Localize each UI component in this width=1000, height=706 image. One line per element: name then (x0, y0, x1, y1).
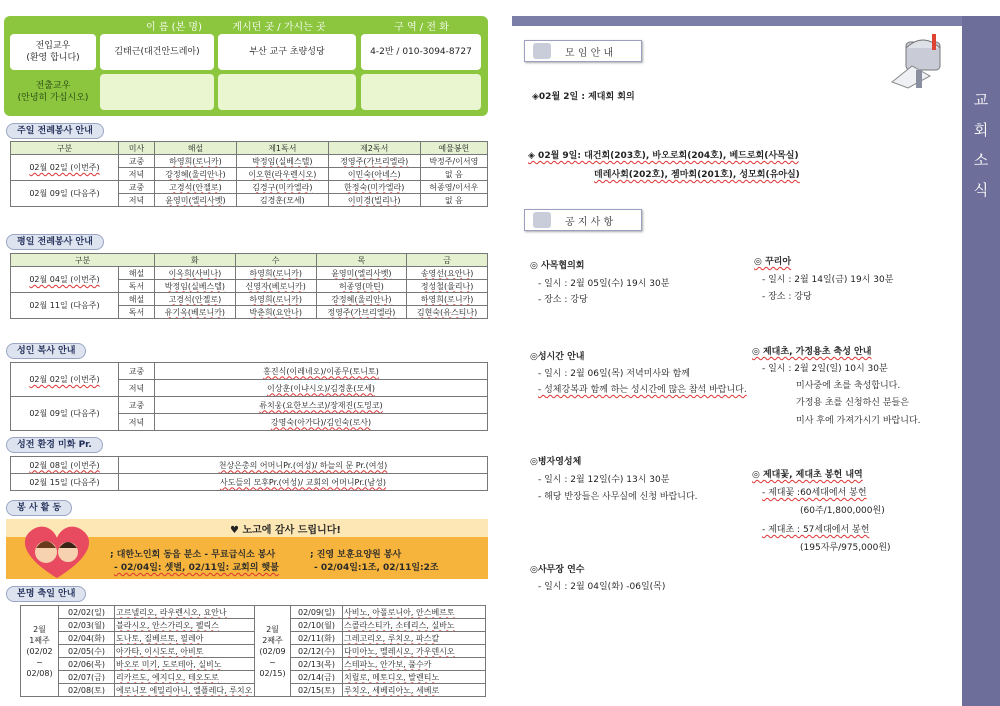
environment-table (10, 456, 488, 491)
notice-line: (60주/1,800,000원) (800, 506, 885, 516)
transfer-out-label: 전출교우 (안녕히 가십시오) (17, 81, 89, 103)
cell: 천상은총의 어머니Pr.(여성)/ 하늘의 문 Pr.(여성) (119, 457, 488, 474)
service-item-detail: - 02/04일:1조, 02/11일:2조 (314, 563, 439, 573)
cell: 고경석(안젤로) (155, 181, 237, 194)
date-cell: 02/15(토) (291, 684, 343, 697)
notice-line: - 해당 반장들은 사무실에 신청 바랍니다. (538, 492, 698, 502)
table-row (11, 397, 488, 414)
cell: 정영주(가브리엘라) (316, 306, 407, 319)
table-row (21, 658, 486, 671)
transfer-in-place: 부산 교구 초량성당 (218, 34, 356, 70)
notice-icon (533, 212, 551, 228)
cell: 한정숙(미카엘라) (328, 181, 420, 194)
date-cell: 02/11(화) (291, 632, 343, 645)
right-header-bar (512, 16, 1000, 26)
date-cell: 02/14(금) (291, 671, 343, 684)
reg-header-place: 게시던 곳 / 가시는 곳 (232, 22, 326, 33)
transfer-in-area: 4-2반 / 010-3094-8727 (361, 34, 481, 70)
table-row (11, 363, 488, 380)
registration-box (4, 16, 488, 116)
family-illustration-icon (14, 518, 100, 584)
role-cell: 해설 (119, 267, 155, 280)
service-title: 봉 사 활 동 (6, 500, 72, 516)
cell: 유기옥(베로니카) (155, 306, 236, 319)
col-header: 미사 (119, 142, 155, 155)
col-header: 목 (316, 254, 407, 267)
transfer-in-label: 전입교우 (환영 합니다) (10, 34, 96, 70)
service-item-name: ; 진영 보훈요양원 봉사 (310, 550, 402, 560)
feast-table (20, 605, 486, 697)
notice-line: 미사 후에 가져가시기 바랍니다. (796, 416, 921, 426)
cell: 하영희(로니카) (407, 293, 488, 306)
saint-cell: 리카르도, 에지디오, 테오도로 (115, 671, 255, 684)
notice-line: (195자루/975,000원) (800, 543, 891, 553)
table-row (21, 606, 486, 619)
saint-cell: 루치오, 세베리아노, 세베로 (343, 684, 486, 697)
date-cell: 02/08(토) (59, 684, 115, 697)
notice-line: - 일시 : 2월 14일(금) 19시 30분 (762, 275, 894, 285)
cell: 이상훈(이냐시오)/김경훈(모세) (155, 380, 488, 397)
notice-line: - 일시 : 2월 04일(화) -06일(목) (538, 582, 666, 592)
cell: 윤영미(엘리사벳) (316, 267, 407, 280)
saint-cell: 스콜라스티카, 소테리스, 실바노 (343, 619, 486, 632)
mass-cell: 저녁 (119, 194, 155, 207)
notice-line: - 일시 : 2월 2일(일) 10시 30분 (762, 364, 888, 374)
mass-cell: 저녁 (119, 414, 155, 431)
adult-server-table (10, 362, 488, 431)
col-header: 예물봉헌 (420, 142, 487, 155)
notice-line: - 일시 : 2월 05일(수) 19시 30분 (538, 279, 670, 289)
saint-cell: 아가타, 이시도로, 아비토 (115, 645, 255, 658)
cell: 하영희(로니카) (155, 155, 237, 168)
cell: 이옥희(사비나) (155, 267, 236, 280)
col-header: 수 (235, 254, 316, 267)
notice-line: - 제대초 : 57세대에서 봉헌 (762, 525, 870, 535)
cell: 김경구(미카엘라) (236, 181, 328, 194)
cell: 김경훈(모세) (236, 194, 328, 207)
notice-line: 미사중에 초를 축성합니다. (796, 381, 901, 391)
notice-heading: ◎병자영성체 (530, 457, 582, 467)
notice-line: - 제대꽃 :60세대에서 봉헌 (762, 488, 867, 498)
table-row (11, 181, 488, 194)
notice-line: - 일시 : 2월 12일(수) 13시 30분 (538, 475, 670, 485)
weekday-service-table (10, 253, 488, 319)
cell: 고경석(안젤로) (155, 293, 236, 306)
transfer-out-name (100, 74, 214, 110)
table-row (11, 457, 488, 474)
table-row (11, 293, 488, 306)
cell: 박춘희(요안나) (235, 306, 316, 319)
col-header: 해설 (155, 142, 237, 155)
transfer-in-name: 김태근(대건안드레아) (100, 34, 214, 70)
transfer-out-area (361, 74, 481, 110)
cell: 박정주/이서영 (420, 155, 487, 168)
col-header: 제2독서 (328, 142, 420, 155)
notice-line: - 장소 : 강당 (762, 292, 812, 302)
notice-heading: ◎ 제대꽃, 제대초 봉헌 내역 (752, 470, 863, 480)
date-cell: 02월 15일 (다음주) (11, 474, 119, 491)
role-cell: 독서 (119, 306, 155, 319)
date-cell: 02/07(금) (59, 671, 115, 684)
notice-line: - 장소 : 강당 (538, 295, 588, 305)
mass-cell: 저녁 (119, 168, 155, 181)
feast-title: 본명 축일 안내 (6, 586, 86, 602)
col-header: 화 (155, 254, 236, 267)
table-row (11, 474, 488, 491)
notice-heading: ◎ 사목협의회 (530, 261, 585, 271)
mass-cell: 저녁 (119, 380, 155, 397)
meeting-line: ◈02월 2일 : 제대회 회의 (532, 92, 635, 102)
mass-cell: 교중 (119, 155, 155, 168)
cell: 홍진식(이레네오)/이종무(토니토) (155, 363, 488, 380)
cell: 이민숙(아녜스) (328, 168, 420, 181)
cell: 강정혜(울리안나) (155, 168, 237, 181)
cell: 정영주(가브리엘라) (328, 155, 420, 168)
role-cell: 독서 (119, 280, 155, 293)
service-item-name: ; 대한노인회 동읍 분소 - 무료급식소 봉사 (110, 550, 276, 560)
date-cell: 02월 02일 (이번주) (11, 155, 119, 181)
date-cell: 02/10(월) (291, 619, 343, 632)
saint-cell: 에로니모 에밀리아니, 엘플레다, 루치오 (115, 684, 255, 697)
date-cell: 02월 11일 (다음주) (11, 293, 119, 319)
date-cell: 02/06(목) (59, 658, 115, 671)
transfer-out-place (218, 74, 356, 110)
adult-server-title: 성인 복사 안내 (6, 343, 86, 359)
meeting-line: 데레사회(202호), 젬마회(201호), 성모회(유아실) (594, 170, 800, 180)
saint-cell: 그레고리오, 루치오, 파스칼 (343, 632, 486, 645)
sunday-service-title: 주일 전례봉사 안내 (6, 123, 104, 139)
mailbox-icon (886, 30, 950, 90)
date-cell: 02/12(수) (291, 645, 343, 658)
date-cell: 02/13(목) (291, 658, 343, 671)
notice-title-pill (524, 209, 642, 231)
side-title: 교 회 소 식 (973, 91, 989, 199)
cell: 허종영/이서우 (420, 181, 487, 194)
date-cell: 02월 08일 (이번주) (11, 457, 119, 474)
col-header: 구분 (11, 142, 119, 155)
meeting-line: ◈ 02월 9일: 대건회(203호), 바오로회(204호), 베드로회(사목실) (528, 151, 799, 161)
notice-heading: ◎사무장 연수 (530, 565, 585, 575)
notice-line: 가정용 초를 신청하신 분들은 (796, 398, 909, 408)
mass-cell: 교중 (119, 363, 155, 380)
date-cell: 02/03(월) (59, 619, 115, 632)
col-header: 구분 (11, 254, 155, 267)
cell: 없 음 (420, 168, 487, 181)
service-item-detail: - 02/04일: 셋별, 02/11일: 교회의 햇불 (114, 563, 279, 573)
service-thanks: ♥ 노고에 감사 드립니다! (230, 525, 341, 536)
notice-line: - 성체강복과 함께 하는 성시간에 많은 참석 바랍니다. (538, 385, 747, 395)
cell: 허종영(마틴) (316, 280, 407, 293)
saint-cell: 고르넬리오, 라우렌시오, 요안나 (115, 606, 255, 619)
reg-header-area: 구 역 / 전 화 (394, 22, 449, 33)
table-row (11, 155, 488, 168)
date-cell: 02월 04일 (이번주) (11, 267, 119, 293)
saint-cell: 스테파노, 안가보, 풀수카 (343, 658, 486, 671)
col-header: 금 (407, 254, 488, 267)
cell: 류치웅(요한보스코)/장재진(도밍코) (155, 397, 488, 414)
cell: 정성철(율리나) (407, 280, 488, 293)
table-row (21, 671, 486, 684)
reg-header-name: 이 름 (본 명) (146, 22, 202, 33)
saint-cell: 치릴로, 메토디오, 발렌티노 (343, 671, 486, 684)
cell: 강명숙(아가다)/김인숙(로사) (155, 414, 488, 431)
col-header: 제1독서 (236, 142, 328, 155)
saint-cell: 사비노, 아폴로니아, 안스베르토 (343, 606, 486, 619)
cell: 이오현(라우렌시오) (236, 168, 328, 181)
table-row (21, 632, 486, 645)
date-cell: 02/09(일) (291, 606, 343, 619)
cell: 하영희(로니카) (235, 267, 316, 280)
cell: 박정임(실베스텔) (236, 155, 328, 168)
meeting-title: 모 임 안 내 (565, 47, 614, 59)
date-cell: 02/05(수) (59, 645, 115, 658)
sunday-service-table (10, 141, 488, 207)
mass-cell: 교중 (119, 181, 155, 194)
table-row (21, 645, 486, 658)
role-cell: 해설 (119, 293, 155, 306)
cell: 사도들의 모후Pr.(여성)/ 교회의 어머니Pr.(남성) (119, 474, 488, 491)
cell: 윤영미(엘리사벳) (155, 194, 237, 207)
date-cell: 02월 09일 (다음주) (11, 181, 119, 207)
notice-heading: ◎ 제대초, 가정용초 축성 안내 (752, 347, 872, 357)
notice-line: - 일시 : 2월 06일(목) 저녁미사와 함께 (538, 369, 690, 379)
notice-title: 공 지 사 항 (565, 216, 614, 228)
weekday-service-title: 평일 전례봉사 안내 (6, 234, 104, 250)
date-cell: 02/02(일) (59, 606, 115, 619)
cell: 송영선(요안나) (407, 267, 488, 280)
cell: 강정혜(울리안나) (316, 293, 407, 306)
meeting-title-pill (524, 40, 642, 62)
cell: 이미경(빌리나) (328, 194, 420, 207)
meeting-icon (533, 43, 551, 59)
table-row (11, 267, 488, 280)
cell: 하영희(로니카) (235, 293, 316, 306)
cell: 없 음 (420, 194, 487, 207)
table-row (21, 619, 486, 632)
notice-heading: ◎성시간 안내 (530, 352, 585, 362)
saint-cell: 바오로 미키, 도로테아, 실비노 (115, 658, 255, 671)
notice-heading: ◎ 꾸리아 (754, 257, 792, 267)
saint-cell: 도나토, 질베르토, 필레아 (115, 632, 255, 645)
cell: 신영자(베로니카) (235, 280, 316, 293)
week-cell: 2월 2째주 (02/09 ~ 02/15) (255, 606, 291, 697)
week-cell: 2월 1째주 (02/02 ~ 02/08) (21, 606, 59, 697)
date-cell: 02월 02일 (이번주) (11, 363, 119, 397)
table-row (21, 684, 486, 697)
environment-title: 성전 환경 미화 Pr. (6, 437, 103, 453)
cell: 박정임(실베스텔) (155, 280, 236, 293)
saint-cell: 다미아노, 멜레시오, 가우덴시오 (343, 645, 486, 658)
date-cell: 02월 09일 (다음주) (11, 397, 119, 431)
date-cell: 02/04(화) (59, 632, 115, 645)
cell: 김현숙(유스티나) (407, 306, 488, 319)
saint-cell: 블라시오, 안스가리오, 펠릭스 (115, 619, 255, 632)
mass-cell: 교중 (119, 397, 155, 414)
